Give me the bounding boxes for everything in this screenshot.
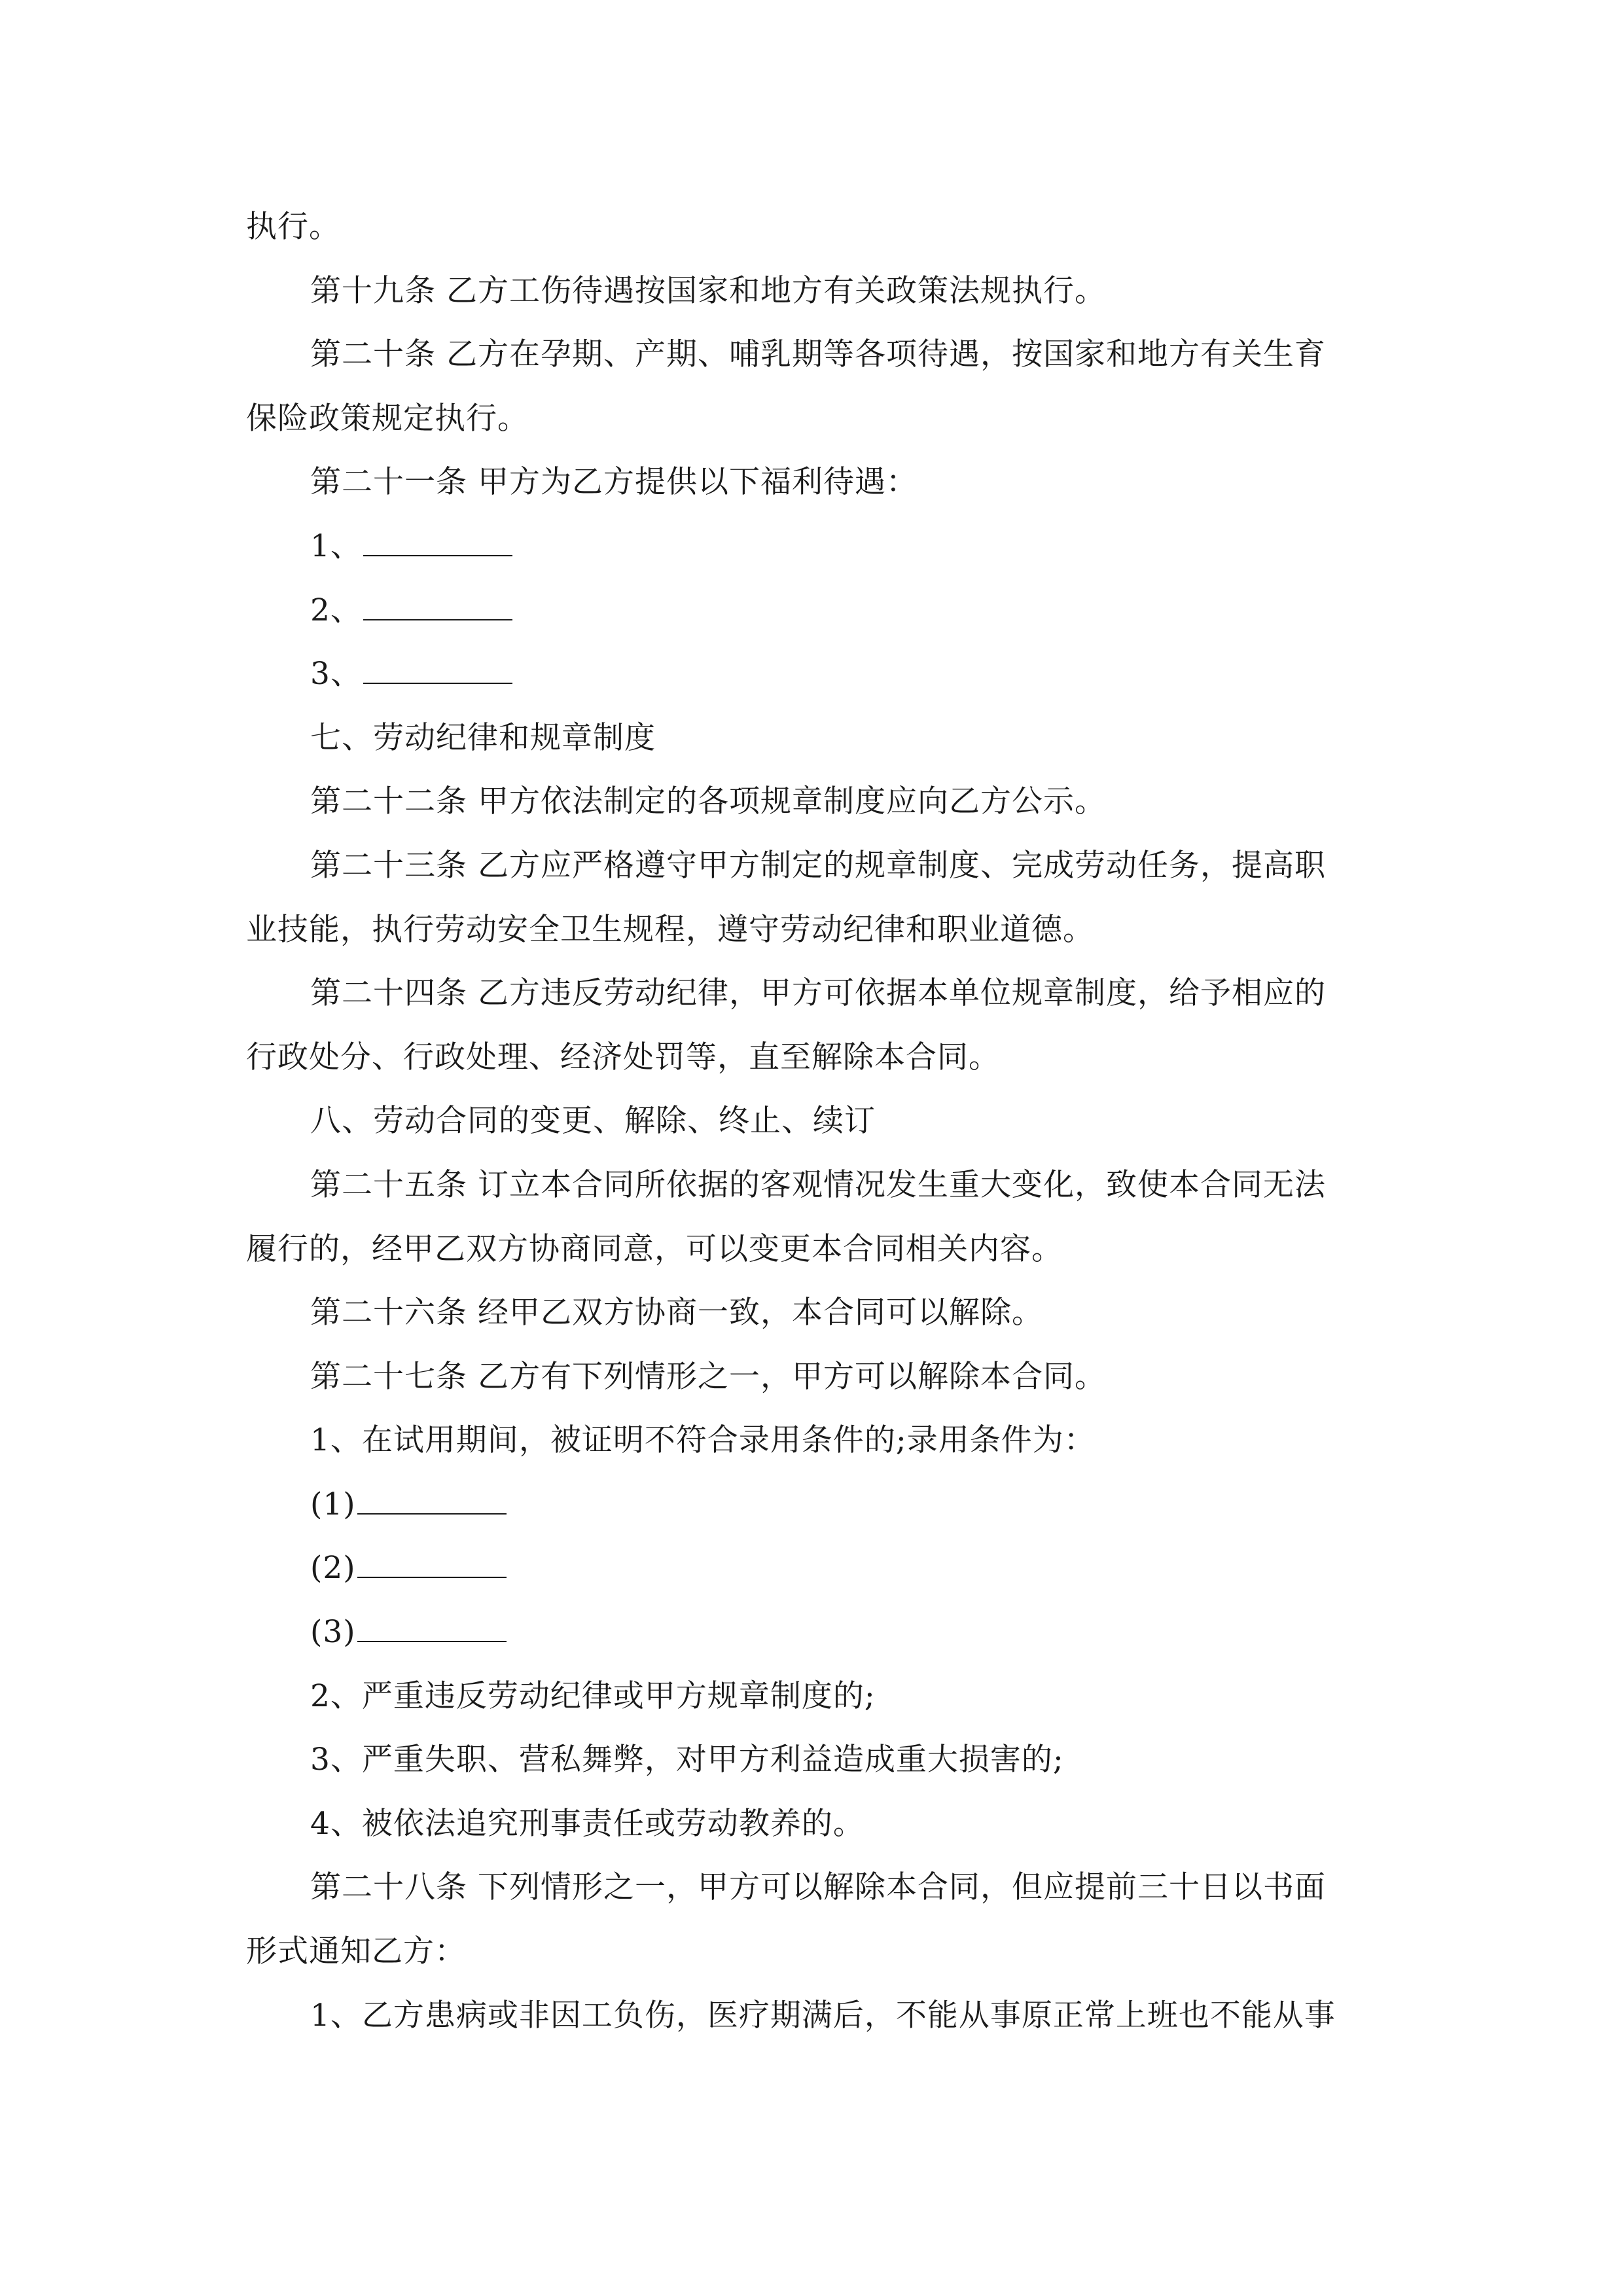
benefit-item-1-label: 1、 — [310, 528, 362, 564]
line-zhixing: 执行。 — [246, 209, 340, 245]
fill-blank-line — [363, 529, 512, 556]
article-28-item-1: 1、乙方患病或非因工负伤，医疗期满后，不能从事原正常上班也不能从事 — [310, 1997, 1336, 2034]
article-27-item-2: 2、严重违反劳动纪律或甲方规章制度的; — [310, 1677, 876, 1714]
article-24-cont: 行政处分、行政处理、经济处罚等，直至解除本合同。 — [246, 1039, 1000, 1075]
article-21: 第二十一条 甲方为乙方提供以下福利待遇： — [310, 464, 918, 501]
fill-blank-line — [357, 1487, 507, 1515]
section-8-heading: 八、劳动合同的变更、解除、终止、续订 — [310, 1103, 876, 1139]
article-28-cont: 形式通知乙方： — [246, 1933, 466, 1970]
article-20: 第二十条 乙方在孕期、产期、哺乳期等各项待遇，按国家和地方有关生育 — [310, 336, 1326, 373]
fill-blank-line — [363, 656, 512, 684]
fill-blank-line — [357, 1551, 507, 1578]
benefit-item-2-label: 2、 — [310, 592, 362, 628]
condition-item-3 — [246, 1600, 1378, 1664]
article-27-item-4: 4、被依法追究刑事责任或劳动教养的。 — [310, 1805, 865, 1842]
document-body — [246, 195, 1378, 2047]
article-28: 第二十八条 下列情形之一，甲方可以解除本合同，但应提前三十日以书面 — [310, 1869, 1326, 1906]
article-23: 第二十三条 乙方应严格遵守甲方制定的规章制度、完成劳动任务，提高职 — [310, 847, 1326, 884]
article-27-item-3: 3、严重失职、营私舞弊，对甲方利益造成重大损害的; — [310, 1742, 1064, 1778]
condition-item-1 — [246, 1473, 1378, 1537]
benefit-item-2 — [246, 579, 1378, 643]
condition-item-1-label: (1) — [310, 1486, 356, 1522]
fill-blank-line — [357, 1615, 507, 1642]
section-7-heading: 七、劳动纪律和规章制度 — [310, 719, 656, 756]
condition-item-2-label: (2) — [310, 1550, 356, 1587]
article-26: 第二十六条 经甲乙双方协商一致，本合同可以解除。 — [310, 1295, 1043, 1331]
condition-item-2 — [246, 1536, 1378, 1600]
benefit-item-3 — [246, 642, 1378, 706]
article-25: 第二十五条 订立本合同所依据的客观情况发生重大变化，致使本合同无法 — [310, 1166, 1326, 1203]
article-27-item-1: 1、在试用期间，被证明不符合录用条件的;录用条件为： — [310, 1422, 1096, 1459]
benefit-item-1 — [246, 514, 1378, 579]
article-23-cont: 业技能，执行劳动安全卫生规程，遵守劳动纪律和职业道德。 — [246, 911, 1094, 948]
article-22: 第二十二条 甲方依法制定的各项规章制度应向乙方公示。 — [310, 783, 1106, 820]
article-27: 第二十七条 乙方有下列情形之一，甲方可以解除本合同。 — [310, 1358, 1106, 1395]
article-20-cont: 保险政策规定执行。 — [246, 400, 529, 437]
article-19: 第十九条 乙方工伤待遇按国家和地方有关政策法规执行。 — [310, 272, 1106, 309]
benefit-item-3-label: 3、 — [310, 656, 362, 692]
article-24: 第二十四条 乙方违反劳动纪律，甲方可依据本单位规章制度，给予相应的 — [310, 975, 1326, 1012]
condition-item-3-label: (3) — [310, 1614, 356, 1651]
article-25-cont: 履行的，经甲乙双方协商同意，可以变更本合同相关内容。 — [246, 1230, 1063, 1267]
fill-blank-line — [363, 593, 512, 620]
